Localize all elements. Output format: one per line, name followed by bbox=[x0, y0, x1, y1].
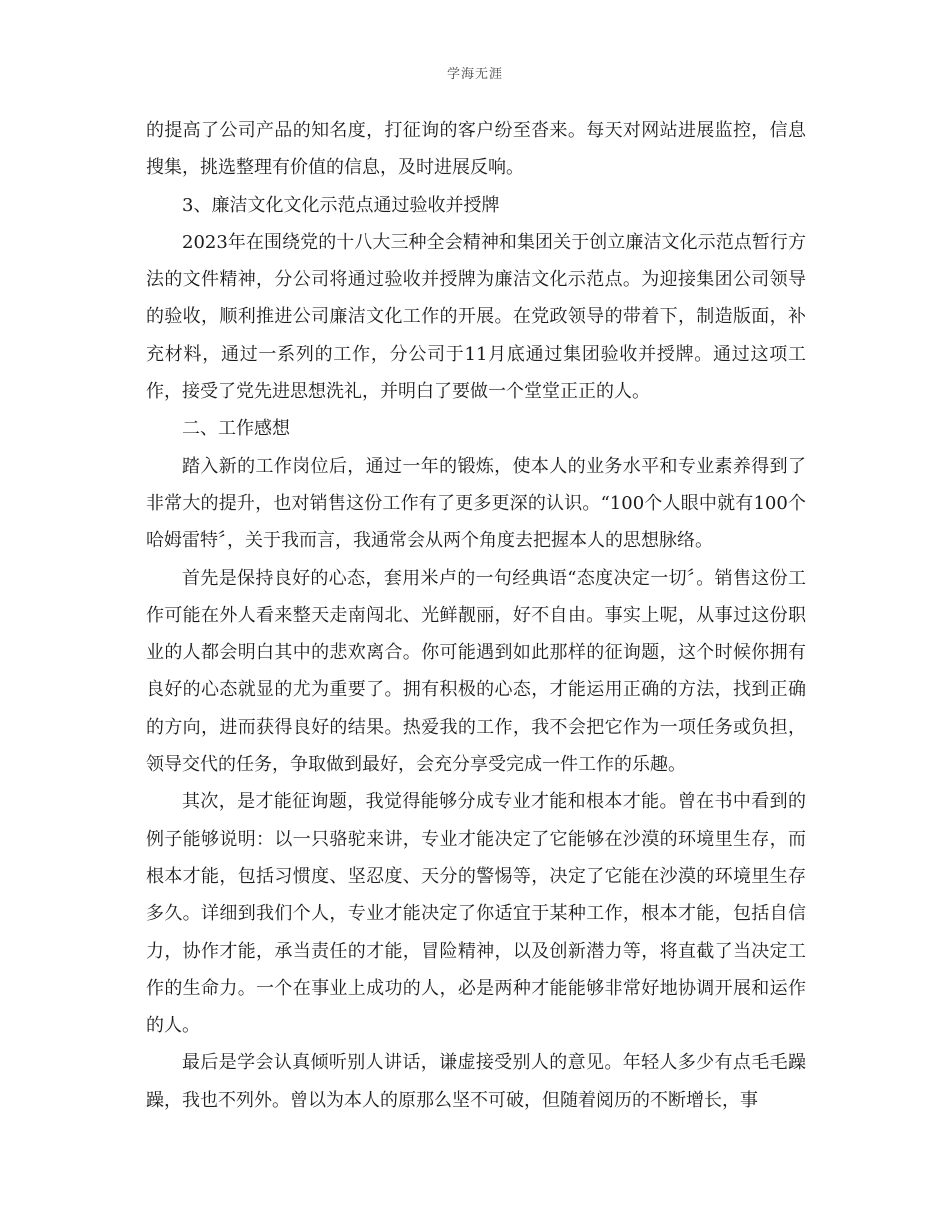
paragraph: 2023年在围绕党的十八大三种全会精神和集团关于创立廉洁文化示范点暂行方法的文件精神，分公司将通过验收并授牌为廉洁文化示范点。为迎接集团公司领导的验收，顺利推进公司廉洁文化工作的开展。在党政领导的带着下，制造版面，补充材料，通过一系列的工作，分公司于11月底通过集团验收并授牌。通过这项工作，接受了党先进思想洗礼，并明白了要做一个堂堂正正的人。 bbox=[146, 231, 806, 403]
section-heading-work-reflection: 二、工作感想 bbox=[182, 418, 290, 440]
paragraph: 踏入新的工作岗位后，通过一年的锻炼，使本人的业务水平和专业素养得到了非常大的提升，也对销售这份工作有了更多更深的认识。“100个人眼中就有100个哈姆雷特〞，关于我而言，我通常会从两个角度去把握本人的思想脉络。 bbox=[146, 455, 806, 552]
paragraph: 首先是保持良好的心态，套用米卢的一句经典语“态度决定一切〞。销售这份工作可能在外人看来整天走南闯北、光鲜靓丽，好不自由。事实上呢，从事过这份职业的人都会明白其中的悲欢离合。你可能遇到如此那样的征询题，这个时候你拥有良好的心态就显的尤为重要了。拥有积极的心态，才能运用正确的方法，找到正确的方向，进而获得良好的结果。热爱我的工作，我不会把它作为一项任务或负担，领导交代的任务，争取做到最好，会充分享受完成一件工作的乐趣。 bbox=[146, 567, 806, 776]
section-heading-3: 3、廉洁文化文化示范点通过验收并授牌 bbox=[182, 194, 500, 216]
paragraph-continuation: 的提高了公司产品的知名度，打征询的客户纷至沓来。每天对网站进展监控，信息搜集，挑选整理有价值的信息，及时进展反响。 bbox=[146, 120, 806, 179]
document-body bbox=[146, 112, 806, 1119]
paragraph: 其次，是才能征询题，我觉得能够分成专业才能和根本才能。曾在书中看到的例子能够说明：以一只骆驼来讲，专业才能决定了它能够在沙漠的环境里生存，而根本才能，包括习惯度、坚忍度、天分的警惕等，决定了它能在沙漠的环境里生存多久。详细到我们个人，专业才能决定了你适宜于某种工作，根本才能，包括自信力，协作才能，承当责任的才能，冒险精神，以及创新潜力等，将直截了当决定工作的生命力。一个在事业上成功的人，必是两种才能能够非常好地协调开展和运作的人。 bbox=[146, 791, 806, 1037]
paragraph: 最后是学会认真倾听别人讲话，谦虚接受别人的意见。年轻人多少有点毛毛躁躁，我也不列外。曾以为本人的原那么坚不可破，但随着阅历的不断增长，事 bbox=[146, 1052, 806, 1111]
page-header: 学海无涯 bbox=[446, 67, 503, 82]
